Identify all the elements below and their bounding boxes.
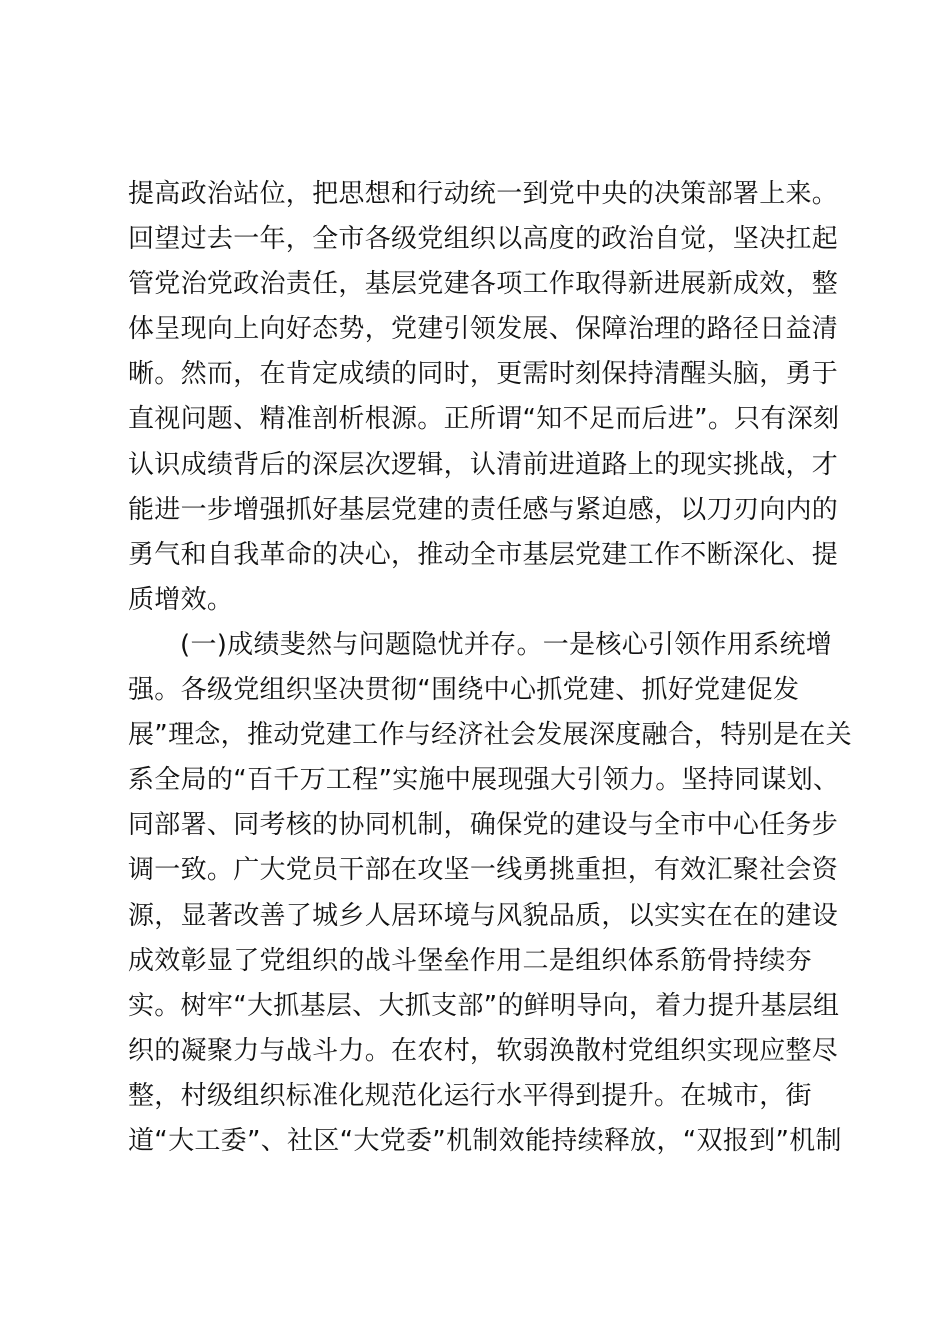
text-line: 同部署、同考核的协同机制，确保党的建设与全市中心任务步: [128, 810, 839, 841]
text-line: 源，显著改善了城乡人居环境与风貌品质，以实实在在的建设: [128, 900, 839, 931]
text-line: 展”理念，推动党建工作与经济社会发展深度融合，特别是在关: [128, 720, 852, 751]
text-line: 晰。然而，在肯定成绩的同时，更需时刻保持清醒头脑，勇于: [128, 359, 839, 390]
text-line: 道“大工委”、社区“大党委”机制效能持续释放，“双报到”机制: [128, 1125, 842, 1156]
text-line: 强。各级党组织坚决贯彻“围绕中心抓党建、抓好党建促发: [128, 675, 800, 706]
paragraph-start-line: (一)成绩斐然与问题隐忧并存。一是核心引领作用系统增: [180, 629, 833, 660]
text-line: 提高政治站位，把思想和行动统一到党中央的决策部署上来。: [128, 179, 839, 209]
document-body: [128, 172, 852, 1164]
text-line: 成效彰显了党组织的战斗堡垒作用二是组织体系筋骨持续夯: [128, 945, 812, 976]
text-line: 实。树牢“大抓基层、大抓支部”的鲜明导向，着力提升基层组: [128, 990, 840, 1021]
text-line: 回望过去一年，全市各级党组织以高度的政治自觉，坚决扛起: [128, 224, 839, 255]
text-line: 能进一步增强抓好基层党建的责任感与紧迫感，以刀刃向内的: [128, 494, 839, 525]
text-line: 调一致。广大党员干部在攻坚一线勇挑重担，有效汇聚社会资: [128, 855, 839, 886]
text-line: 整，村级组织标准化规范化运行水平得到提升。在城市，街: [128, 1080, 812, 1111]
text-line: 织的凝聚力与战斗力。在农村，软弱涣散村党组织实现应整尽: [128, 1035, 839, 1066]
text-line: 管党治党政治责任，基层党建各项工作取得新进展新成效，整: [128, 269, 839, 300]
text-line: 质增效。: [128, 584, 234, 615]
text-line: 体呈现向上向好态势，党建引领发展、保障治理的路径日益清: [128, 314, 839, 345]
text-line: 认识成绩背后的深层次逻辑，认清前进道路上的现实挑战，才: [128, 449, 839, 480]
text-line: 勇气和自我革命的决心，推动全市基层党建工作不断深化、提: [128, 539, 839, 570]
text-line: 系全局的“百千万工程”实施中展现强大引领力。坚持同谋划、: [128, 765, 840, 796]
text-line: 直视问题、精准剖析根源。正所谓“知不足而后进”。只有深刻: [128, 404, 840, 435]
